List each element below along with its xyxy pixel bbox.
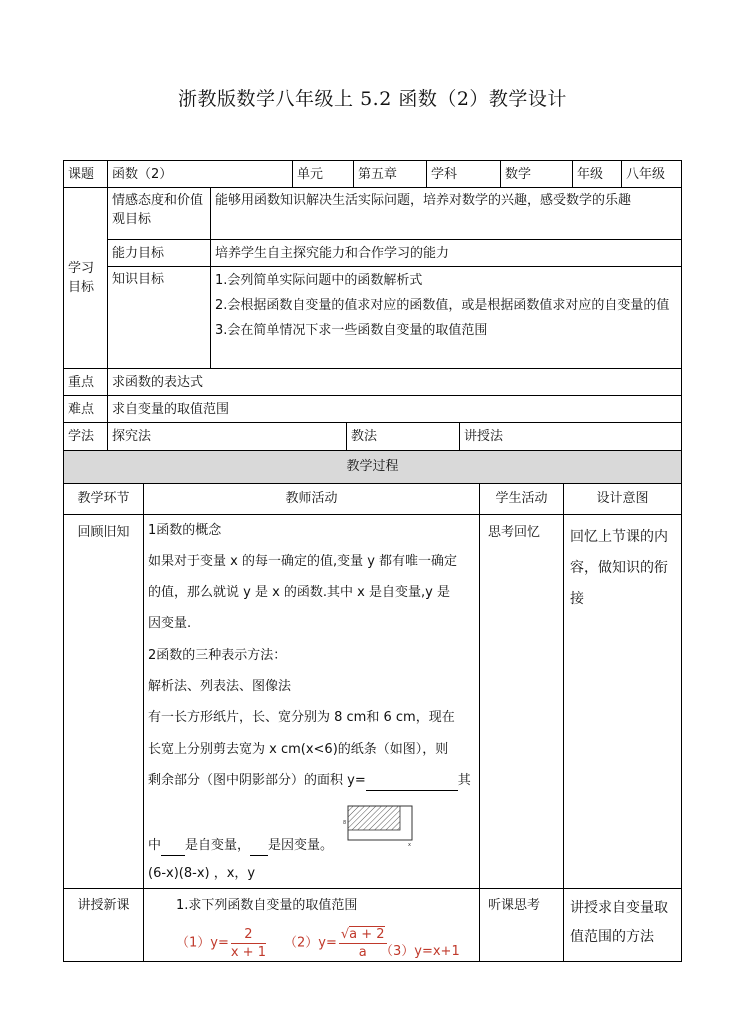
ability-text: 培养学生自主探究能力和合作学习的能力 [210, 239, 682, 267]
review-line-7: 有一长方形纸片，长、宽分别为 8 cm和 6 cm，现在 [148, 710, 455, 725]
difficulty-text: 求自变量的取值范围 [107, 395, 682, 423]
expression-2-prefix: （2）y= [284, 935, 337, 951]
expression-2 [284, 926, 389, 961]
expression-2-denominator: a [358, 945, 367, 960]
ability-label: 能力目标 [107, 239, 211, 267]
new-lesson-student: 听课思考 [479, 888, 564, 962]
learn-method-value: 探究法 [107, 422, 347, 451]
review-line-3: 的值，那么就说 y 是 x 的函数.其中 x 是自变量,y 是 [148, 585, 450, 600]
new-lesson-step: 讲授新课 [63, 888, 144, 962]
new-lesson-intent: 讲授求自变量取值范围的方法 [563, 888, 682, 962]
review-line-4: 因变量. [148, 616, 192, 631]
key-point-text: 求函数的表达式 [107, 368, 682, 396]
review-line-9-b: 其 [457, 773, 471, 788]
new-lesson-line-1: 1.求下列函数自变量的取值范围 [176, 898, 358, 913]
course-label: 课题 [63, 160, 108, 188]
expression-1-numerator: 2 [231, 926, 266, 944]
objectives-label [63, 187, 108, 369]
knowledge-item-3: 3.会在简单情况下求一些函数自变量的取值范围 [215, 323, 488, 338]
learn-method-label: 学法 [63, 422, 108, 451]
subject-label: 学科 [426, 160, 501, 188]
objectives-label-text: 学习目标 [68, 261, 95, 295]
review-line-10-a: 中 [148, 838, 162, 853]
expression-1 [176, 926, 268, 961]
svg-text:8: 8 [343, 820, 347, 826]
emotion-label: 情感态度和价值观目标 [107, 187, 211, 240]
independent-var-blank [161, 841, 185, 856]
col-step: 教学环节 [63, 483, 144, 515]
difficulty-label: 难点 [63, 395, 108, 423]
review-line-2: 如果对于变量 x 的每一确定的值,变量 y 都有唯一确定 [148, 554, 458, 569]
grade-value: 八年级 [621, 160, 682, 188]
review-line-10 [148, 836, 333, 856]
teach-method-label: 教法 [346, 422, 460, 451]
review-line-8: 长宽上分别剪去宽为 x cm(x<6)的纸条（如图），则 [148, 742, 449, 757]
review-line-6: 解析法、列表法、图像法 [148, 679, 292, 694]
unit-label: 单元 [292, 160, 354, 188]
subject-value: 数学 [500, 160, 573, 188]
col-teacher: 教师活动 [143, 483, 480, 515]
review-step: 回顾旧知 [63, 514, 144, 889]
knowledge-text [210, 266, 682, 369]
col-intent: 设计意图 [563, 483, 682, 515]
svg-text:x: x [408, 842, 411, 848]
review-line-9 [148, 771, 471, 791]
expression-2-numerator: √a + 2 [340, 927, 385, 942]
review-intent: 回忆上节课的内容，做知识的衔接 [563, 514, 682, 889]
unit-value: 第五章 [353, 160, 427, 188]
review-line-10-c: 是因变量。 [268, 838, 334, 853]
process-title: 教学过程 [63, 450, 682, 484]
answer-blank-area [366, 776, 458, 791]
review-line-10-b: 是自变量， [185, 838, 251, 853]
expression-3: （3）y=x+1 [380, 944, 460, 959]
course-value: 函数（2） [107, 160, 293, 188]
expression-1-denominator: x + 1 [230, 945, 266, 960]
emotion-text: 能够用函数知识解决生活实际问题，培养对数学的兴趣，感受数学的乐趣 [210, 187, 682, 240]
rectangle-figure [342, 800, 422, 848]
document-title: 浙教版数学八年级上 5.2 函数（2）教学设计 [178, 88, 567, 110]
review-student: 思考回忆 [479, 514, 564, 889]
review-line-5: 2函数的三种表示方法： [148, 648, 287, 663]
expression-2-radicand: a + 2 [349, 927, 385, 942]
knowledge-item-1: 1.会列简单实际问题中的函数解析式 [215, 273, 423, 288]
key-point-label: 重点 [63, 368, 108, 396]
review-answer: (6-x)(8-x) ，x，y [148, 866, 256, 881]
review-line-1: 1函数的概念 [148, 523, 222, 538]
knowledge-item-2: 2.会根据函数自变量的值求对应的函数值，或是根据函数值求对应的自变量的值 [215, 298, 670, 313]
col-student: 学生活动 [479, 483, 564, 515]
knowledge-label: 知识目标 [107, 266, 211, 369]
expression-1-prefix: （1）y= [176, 935, 229, 951]
dependent-var-blank [250, 841, 268, 856]
expression-1-fraction [231, 926, 266, 961]
grade-label: 年级 [572, 160, 622, 188]
teach-method-value: 讲授法 [459, 422, 682, 451]
review-line-9-a: 剩余部分（图中阴影部分）的面积 y= [148, 773, 366, 788]
